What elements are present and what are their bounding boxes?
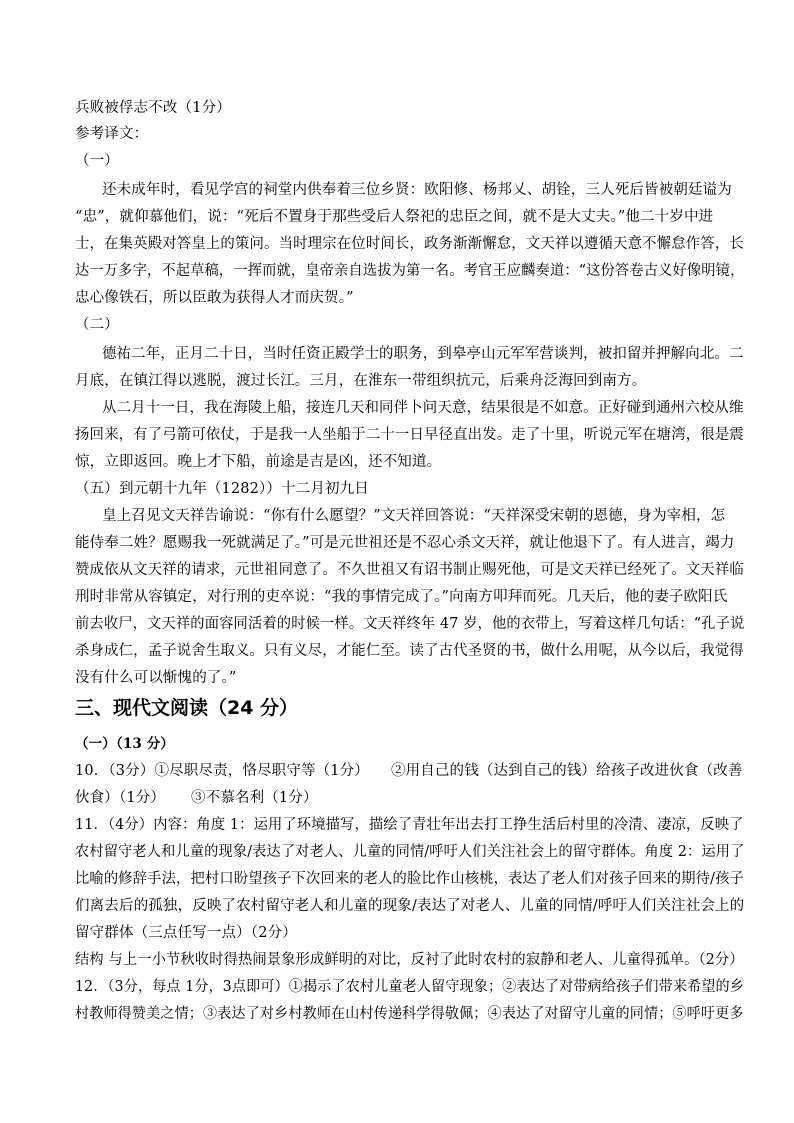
paragraph-line: 杀身成仁，孟子说舍生取义。只有义尽，才能仁至。读了古代圣贤的书，做什么用呢，从今以后，我觉得 [75,643,744,659]
part-header: （一）（13 分） [75,736,175,752]
q10-item-1: 10．（3分）①尽职尽责，恪尽职守等（1分） [75,763,369,779]
q10-item-2: ②用自己的钱（达到自己的钱）给孩子改进伙食（改善 [390,763,743,779]
paragraph-line: 前去收尸，文天祥的面容同活着的时候一样。文天祥终年 47 岁，他的衣带上，写着这样几句话：“孔子说 [75,616,745,632]
answer-q10-line [75,786,318,807]
paragraph-line: 月底，在镇江得以逃脱，渡过长江。三月，在淮东一带组织抗元，后乘舟泛海回到南方。 [75,373,647,389]
paragraph-line: 还未成年时，看见学宫的祠堂内供奉着三位乡贤：欧阳修、杨邦乂、胡铨，三人死后皆被朝廷谥为 [102,182,732,198]
answer-q11-line: 结构 与上一小节秋收时得热闹景象形成鲜明的对比，反衬了此时农村的寂静和老人、儿童得孤单。（2分） [75,952,744,968]
paragraph-line: “忠”，就仰慕他们，说：“死后不置身于那些受后人祭祀的忠臣之间，就不是大丈夫。”他二十岁中进 [75,209,714,225]
answer-q11-line: 留守群体（三点任写一点）（2分） [75,925,297,941]
answer-q12-line: 村教师得赞美之情；③表达了对乡村教师在山村传递科学得敬佩；④表达了对留守儿童的同情；⑤呼吁更多 [75,1006,744,1022]
answer-q11-line: 比喻的修辞手法，把村口盼望孩子下次回来的老人的脸比作山核桃，表达了老人们对孩子回来的期待/孩子 [75,871,744,887]
answer-q12-line: 12．（3分，每点 1分，3点即可）①揭示了农村儿童老人留守现象；②表达了对带病给孩子们带来希望的乡 [75,979,745,995]
section-marker-5: （五）到元朝十九年（1282））十二月初九日 [75,481,369,497]
paragraph-line: 德祐二年，正月二十日，当时任资正殿学士的职务，到皋亭山元军军营谈判，被扣留并押解向北。二 [102,346,744,362]
paragraph-line: 皇上召见文天祥告谕说：“你有什么愿望？”文天祥回答说：“天祥深受宋朝的恩德，身为宰相，怎 [102,508,726,524]
paragraph-line: 从二月十一日，我在海陵上船，接连几天和同伴卜问天意，结果很是不如意。正好碰到通州六校从维 [102,400,744,416]
answer-q11-line: 11．（4分）内容：角度 1：运用了环境描写，描绘了青壮年出去打工挣生活后村里的冷清、凄凉，反映了 [75,817,744,833]
answer-q11-line: 们离去后的孤独，反映了农村留守老人和儿童的现象/表达了对老人、儿童的同情/呼吁人们关注社会上的 [75,898,745,914]
answer-line: 兵败被俘志不改（1分） [75,100,231,116]
paragraph-line: 扬回来，有了弓箭可依仗，于是我一人坐船于二十一日早径直出发。走了十里，听说元军在塘湾，很是震 [75,427,744,443]
paragraph-line: 惊，立即返回。晚上才下船，前途是吉是凶，还不知道。 [75,454,442,470]
paragraph-line: 能侍奉二姓？愿赐我一死就满足了。”可是元世祖还是不忍心杀文天祥，就让他退下了。有人进言，竭力 [75,535,735,551]
answer-q11-line: 农村留守老人和儿童的现象/表达了对老人、儿童的同情/呼吁人们关注社会上的留守群体。角度 2：运用了 [75,844,745,860]
paragraph-line: 没有什么可以惭愧的了。” [75,670,237,686]
paragraph-line: 刑时非常从容镇定，对行刑的吏卒说：“我的事情完成了。”向南方叩拜而死。几天后，他的妻子欧阳氏 [75,589,728,605]
paragraph-line: 达一万多字，不起草稿，一挥而就，皇帝亲自选拔为第一名。考官王应麟奏道：“这份答卷古义好像明镜， [75,263,745,279]
q10-item-2-cont: 伙食）（1分） [75,790,166,806]
q10-item-3: ③不慕名利（1分） [191,790,318,806]
paragraph-line: 忠心像铁石，所以臣敢为获得人才而庆贺。” [75,290,354,306]
section-marker-1: （一） [75,153,119,169]
section-marker-2: （二） [75,317,119,333]
paragraph-line: 士，在集英殿对答皇上的策问。当时理宗在位时间长，政务渐渐懈怠，文天祥以遵循天意不懈怠作答，长 [75,236,744,252]
answer-q10-line [75,759,743,780]
reference-translation-title: 参考译文： [75,126,149,142]
section-heading: 三、现代文阅读（24 分） [75,697,299,719]
paragraph-line: 赞成依从文天祥的请求，元世祖同意了。不久世祖又有诏书制止赐死他，可是文天祥已经死了。文天祥临 [75,562,744,578]
